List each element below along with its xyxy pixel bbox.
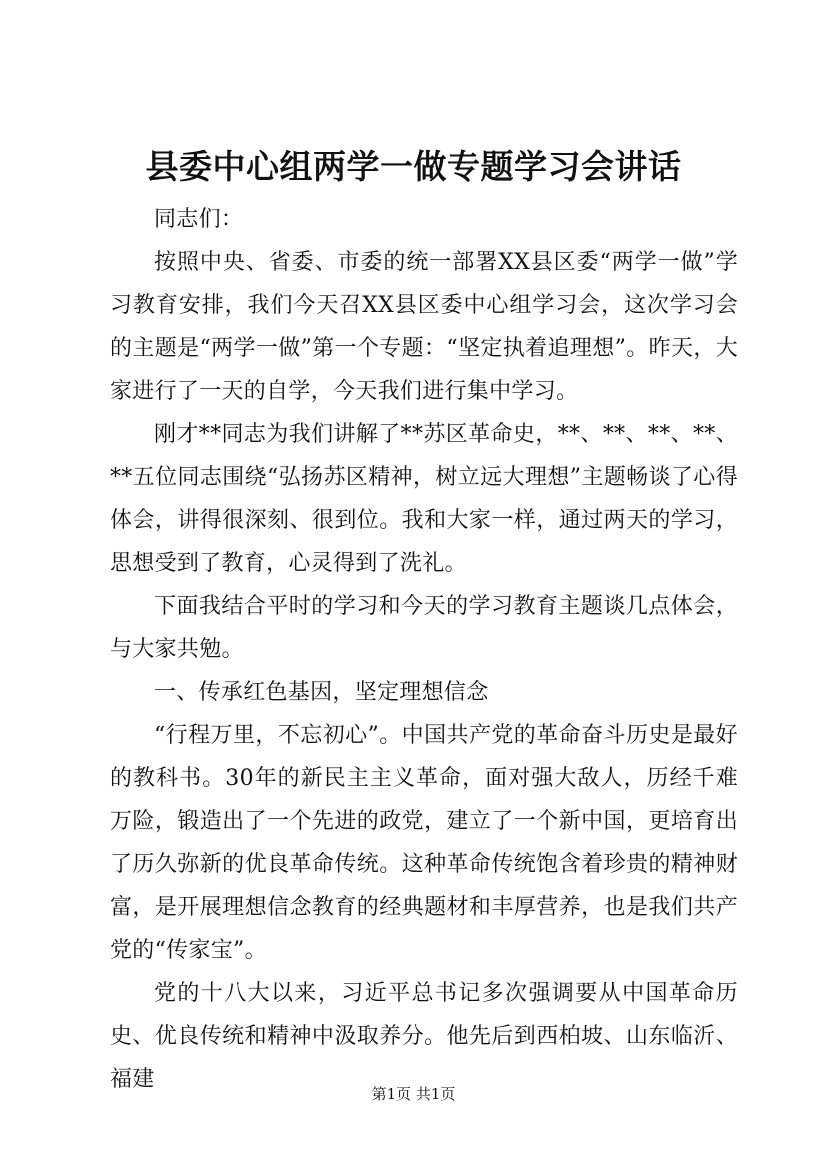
paragraph-2: 刚才**同志为我们讲解了**苏区革命史，**、**、**、**、**五位同志围绕“弘扬苏区精神，树立远大理想”主题畅谈了心得体会，讲得很深刻、很到位。我和大家一样，通过两天的学习，思想受到了教育，心灵得到了洗礼。 [110,422,738,576]
page-number-footer: 第1页 共1页 [371,1085,456,1103]
paragraph-salutation: 同志们： [154,207,244,232]
document-body [110,198,738,1101]
paragraph-5: 党的十八大以来，习近平总书记多次强调要从中国革命历史、优良传统和精神中汲取养分。他先后到西柏坡、山东临沂、福建 [110,981,738,1092]
paragraph-1: 按照中央、省委、市委的统一部署XX县区委“两学一做”学习教育安排，我们今天召XX县区委中心组学习会，这次学习会的主题是“两学一做”第一个专题：“坚定执着追理想”。昨天，大家进行了一天的自学，今天我们进行集中学习。 [110,250,738,404]
paragraph-4: “行程万里，不忘初心”。中国共产党的革命奋斗历史是最好的教科书。30年的新民主主义革命，面对强大敌人，历经千难万险，锻造出了一个先进的政党，建立了一个新中国，更培育出了历久弥新的优良革命传统。这种革命传统饱含着珍贵的精神财富，是开展理想信念教育的经典题材和丰厚营养，也是我们共产党的“传家宝”。 [110,723,738,963]
section-heading-1: 一、传承红色基因，坚定理想信念 [154,680,489,705]
document-title: 县委中心组两学一做专题学习会讲话 [145,147,682,186]
paragraph-3: 下面我结合平时的学习和今天的学习教育主题谈几点体会，与大家共勉。 [110,594,738,662]
